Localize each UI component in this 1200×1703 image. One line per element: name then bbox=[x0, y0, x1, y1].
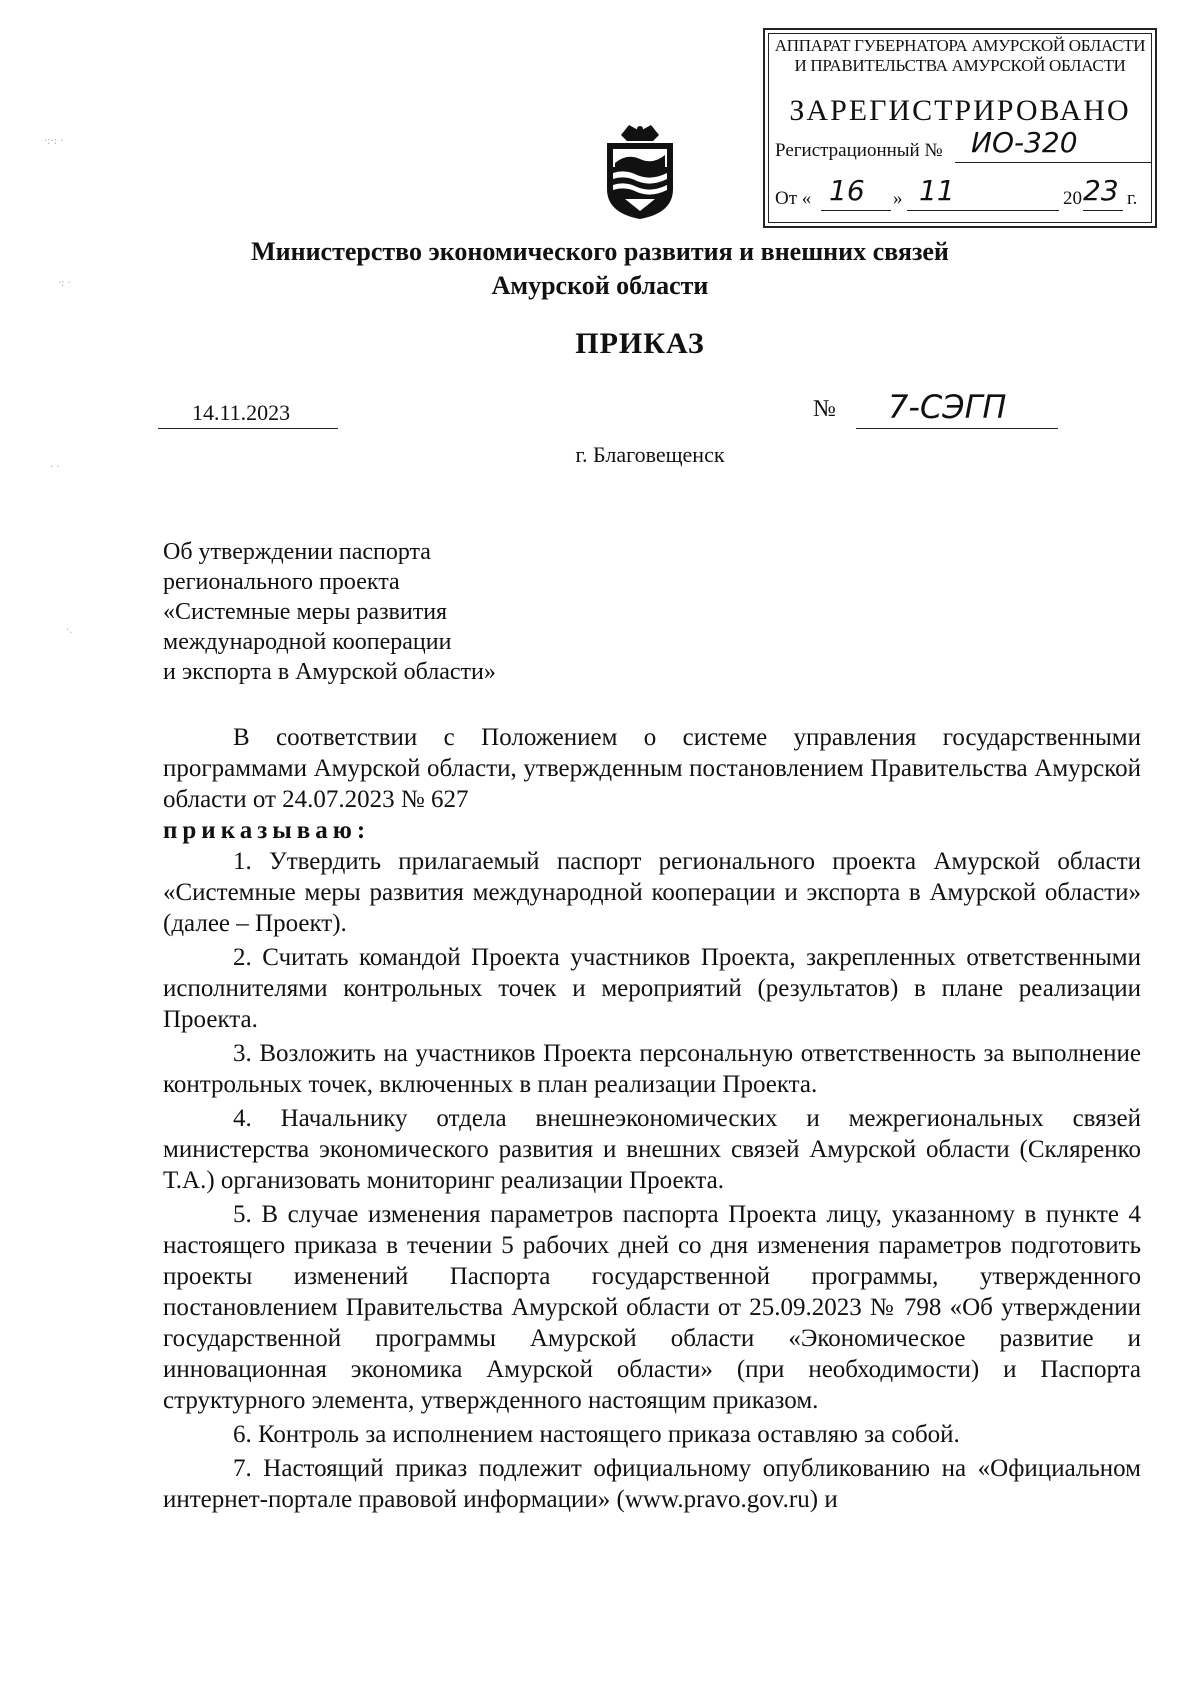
stamp-line-1: АППАРАТ ГУБЕРНАТОРА АМУРСКОЙ ОБЛАСТИ bbox=[774, 36, 1146, 55]
number-underline bbox=[856, 428, 1058, 429]
date-underline bbox=[158, 428, 338, 429]
stamp-reg-number: ИО-320 bbox=[971, 126, 1078, 159]
ministry-line-1: Министерство экономического развития и внешних связей bbox=[251, 237, 949, 266]
city: г. Благовещенск bbox=[575, 442, 725, 467]
stamp-title: ЗАРЕГИСТРИРОВАНО bbox=[789, 94, 1131, 127]
subject-line: Об утверждении паспорта bbox=[163, 539, 431, 565]
subject-line: «Системные меры развития bbox=[163, 599, 448, 625]
order-item-1: 1. Утвердить прилагаемый паспорт регионального проекта Амурской области «Системные меры развития международной кооперации и экспорта в Амурской области» (далее – Проект). bbox=[163, 848, 1141, 937]
registration-stamp bbox=[763, 28, 1157, 228]
preamble: В соответствии с Положением о системе управления государственными программами Амурской области, утвержденным постановлением Правительства Амурской области от 24.07.2023 № 627 bbox=[163, 724, 1141, 813]
subject-line: регионального проекта bbox=[163, 569, 400, 595]
number-sign: № bbox=[813, 396, 836, 422]
stamp-month-sep: » bbox=[893, 188, 903, 209]
order-item-3: 3. Возложить на участников Проекта персональную ответственность за выполнение контрольных точек, включенных в план реализации Проекта. bbox=[163, 1040, 1141, 1098]
scan-speck: ·:·: · bbox=[44, 136, 64, 147]
stamp-day-underline bbox=[821, 210, 891, 211]
stamp-year-underline bbox=[1083, 210, 1123, 211]
amur-emblem-icon bbox=[601, 121, 679, 221]
stamp-year-prefix: 20 bbox=[1063, 188, 1082, 209]
stamp-day: 16 bbox=[829, 174, 865, 207]
scan-speck: ·. bbox=[66, 625, 73, 636]
order-item-7: 7. Настоящий приказ подлежит официальному опубликованию на «Официальном интернет-портале правовой информации» (www.pravo.gov.ru) и bbox=[163, 1455, 1141, 1513]
stamp-month: 11 bbox=[919, 174, 955, 207]
document-type: ПРИКАЗ bbox=[575, 327, 705, 360]
stamp-from-label: От « bbox=[775, 188, 812, 209]
order-item-2: 2. Считать командой Проекта участников Проекта, закрепленных ответственными исполнителями контрольных точек и мероприятий (результатов) в плане реализации Проекта. bbox=[163, 944, 1141, 1033]
stamp-year-unit: г. bbox=[1127, 188, 1138, 209]
stamp-reg-underline bbox=[955, 162, 1151, 163]
document-body bbox=[163, 722, 1141, 1515]
ministry-title bbox=[0, 235, 1200, 303]
ministry-line-2: Амурской области bbox=[491, 271, 709, 300]
subject-line: и экспорта в Амурской области» bbox=[163, 659, 496, 685]
scan-speck: ·: · bbox=[58, 278, 71, 289]
order-word: приказываю: bbox=[163, 817, 371, 844]
subject-line: международной кооперации bbox=[163, 629, 452, 655]
order-item-6: 6. Контроль за исполнением настоящего приказа оставляю за собой. bbox=[233, 1421, 960, 1448]
order-item-5: 5. В случае изменения параметров паспорта Проекта лицу, указанному в пункте 4 настоящего приказа в течении 5 рабочих дней со дня изменения параметров подготовить проекты изменений Паспорта государственной программы, утвержденного постановлением Правительства Амурской области от 25.09.2023 № 798 «Об утверждении государственной программы Амурской области «Экономическое развитие и инновационная экономика Амурской области» (при необходимости) и Паспорта структурного элемента, утвержденного настоящим приказом. bbox=[163, 1201, 1141, 1414]
stamp-year-suffix: 23 bbox=[1083, 174, 1119, 207]
stamp-month-underline bbox=[907, 210, 1059, 211]
stamp-line-2: И ПРАВИТЕЛЬСТВА АМУРСКОЙ ОБЛАСТИ bbox=[794, 56, 1126, 75]
document-date: 14.11.2023 bbox=[192, 400, 291, 425]
stamp-reg-label: Регистрационный № bbox=[775, 140, 943, 161]
document-number: 7-СЭГП bbox=[888, 388, 1007, 426]
scan-speck: · · bbox=[50, 462, 60, 473]
order-item-4: 4. Начальнику отдела внешнеэкономических и межрегиональных связей министерства экономического развития и внешних связей Амурской области (Скляренко Т.А.) организовать мониторинг реализации Проекта. bbox=[163, 1105, 1141, 1194]
document-subject bbox=[163, 537, 583, 687]
